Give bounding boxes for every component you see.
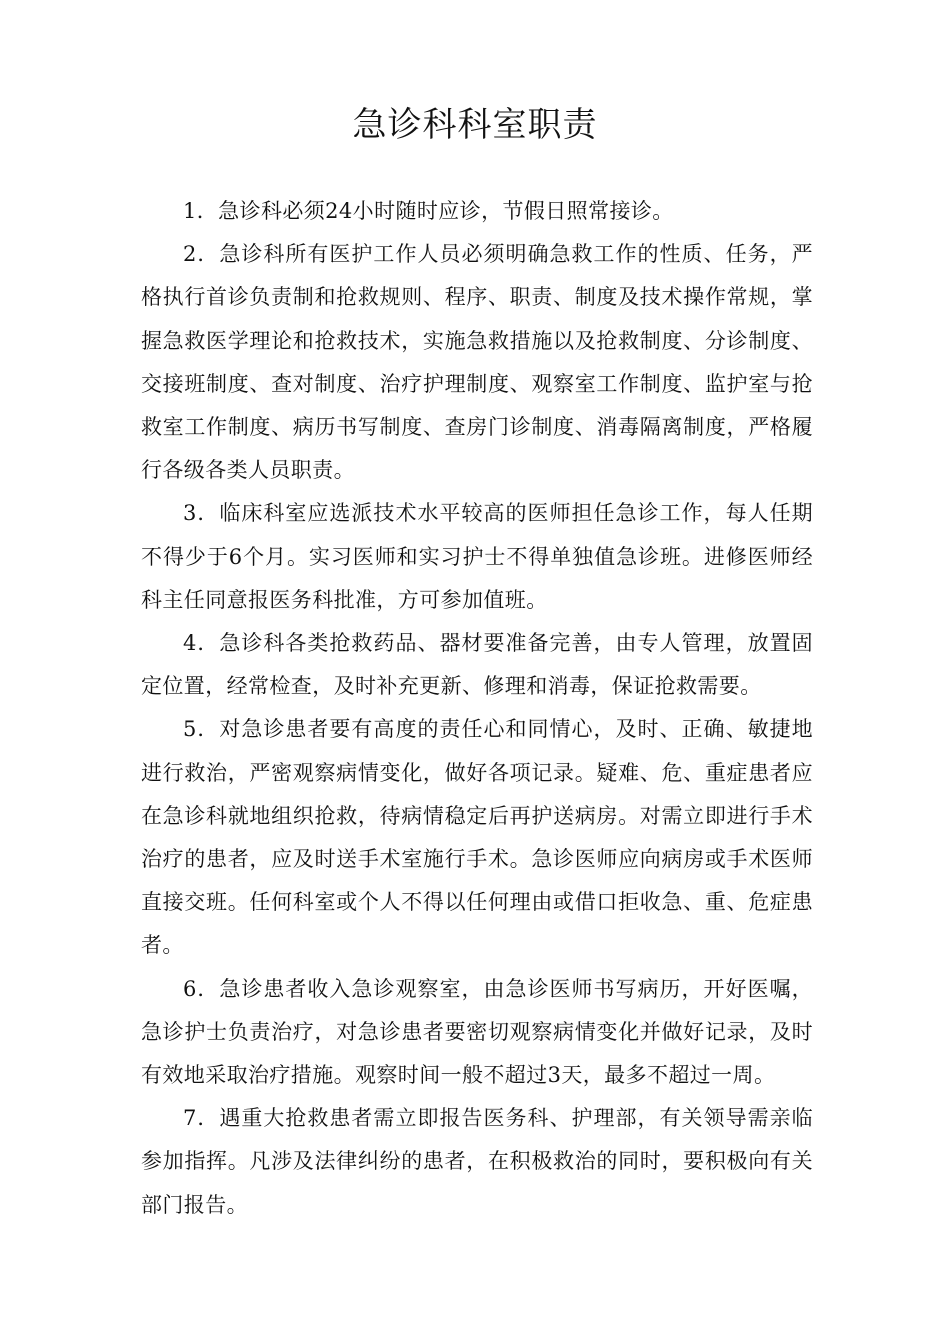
paragraph-7: 7．遇重大抢救患者需立即报告医务科、护理部，有关领导需亲临参加指挥。凡涉及法律纠纷的患者，在积极救治的同时，要积极向有关部门报告。 (141, 1106, 813, 1217)
paragraph-2: 2．急诊科所有医护工作人员必须明确急救工作的性质、任务，严格执行首诊负责制和抢救规则、程序、职责、制度及技术操作常规，掌握急救医学理论和抢救技术，实施急救措施以及抢救制度、分诊制度、交接班制度、查对制度、治疗护理制度、观察室工作制度、监护室与抢救室工作制度、病历书写制度、查房门诊制度、消毒隔离制度，严格履行各级各类人员职责。 (141, 242, 813, 483)
document-title: 急诊科科室职责 (352, 105, 598, 145)
paragraph-3: 3．临床科室应选派技术水平较高的医师担任急诊工作，每人任期不得少于6个月。实习医师和实习护士不得单独值急诊班。进修医师经科主任同意报医务科批准，方可参加值班。 (141, 501, 813, 612)
paragraph-5: 5．对急诊患者要有高度的责任心和同情心，及时、正确、敏捷地进行救治，严密观察病情变化，做好各项记录。疑难、危、重症患者应在急诊科就地组织抢救，待病情稳定后再护送病房。对需立即进行手术治疗的患者，应及时送手术室施行手术。急诊医师应向病房或手术医师直接交班。任何科室或个人不得以任何理由或借口拒收急、重、危症患者。 (141, 717, 813, 958)
document-body (141, 190, 813, 1227)
paragraph-4: 4．急诊科各类抢救药品、器材要准备完善，由专人管理，放置固定位置，经常检查，及时补充更新、修理和消毒，保证抢救需要。 (141, 631, 813, 699)
paragraph-1: 1．急诊科必须24小时随时应诊，节假日照常接诊。 (183, 199, 674, 223)
paragraph-6: 6．急诊患者收入急诊观察室，由急诊医师书写病历，开好医嘱，急诊护士负责治疗，对急诊患者要密切观察病情变化并做好记录，及时有效地采取治疗措施。观察时间一般不超过3天，最多不超过一周。 (141, 976, 813, 1088)
